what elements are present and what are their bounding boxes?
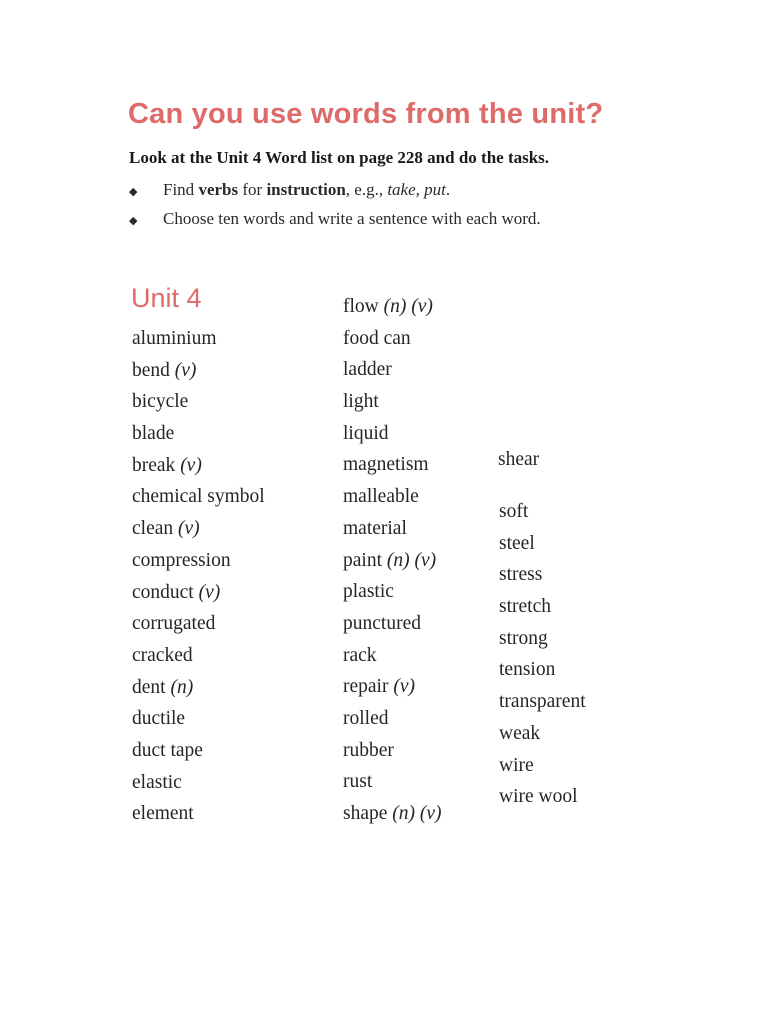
- word-text: wire: [499, 754, 534, 776]
- word-text: weak: [499, 722, 541, 744]
- part-of-speech: (v): [180, 454, 202, 476]
- word-list-item: [132, 513, 265, 545]
- word-list-item: [343, 640, 442, 672]
- word-text: dent: [132, 676, 171, 698]
- diamond-bullet-icon: ◆: [129, 215, 138, 227]
- task-text-mid: for: [238, 180, 267, 199]
- word-text: chemical symbol: [132, 486, 265, 508]
- part-of-speech: (n) (v): [386, 549, 437, 571]
- word-list-item: [343, 418, 442, 450]
- word-text: break: [132, 454, 181, 476]
- word-list-item: [132, 355, 265, 387]
- word-text: aluminium: [132, 328, 217, 349]
- word-list-item: [499, 623, 586, 655]
- word-list-item: [343, 323, 442, 355]
- word-list-item: [343, 545, 442, 577]
- diamond-bullet-icon: ◆: [129, 186, 138, 198]
- task-text-end: .: [445, 180, 451, 199]
- word-text: punctured: [343, 612, 421, 634]
- word-list-item: [499, 686, 586, 718]
- part-of-speech: (v): [393, 676, 415, 698]
- word-list-item: [343, 735, 442, 767]
- word-text: steel: [499, 532, 535, 554]
- word-text: wire wool: [499, 786, 578, 808]
- word-list-item: [132, 323, 265, 355]
- word-text: material: [343, 517, 407, 539]
- word-text: paint: [343, 549, 387, 571]
- word-list-item: [499, 750, 586, 782]
- word-list-item: [132, 418, 265, 450]
- word-text: flow: [343, 296, 384, 317]
- word-list-item: [343, 576, 442, 608]
- word-list-item: [132, 703, 265, 735]
- word-text: repair: [343, 676, 394, 698]
- word-text: plastic: [343, 581, 394, 603]
- word-text: ductile: [132, 708, 186, 730]
- word-column-3: [499, 496, 586, 813]
- word-text: bicycle: [132, 391, 189, 413]
- unit-title: Unit 4: [131, 283, 202, 313]
- word-list-item: [343, 703, 442, 735]
- word-text: stretch: [499, 596, 551, 618]
- task-text-example: take, put: [387, 180, 446, 199]
- word-text: duct tape: [132, 739, 203, 761]
- word-text: corrugated: [132, 613, 216, 635]
- word-list-item: [343, 386, 442, 418]
- word-list-item: [499, 781, 586, 813]
- word-list-item: [343, 354, 442, 386]
- word-list-item: [132, 735, 265, 767]
- word-list-item: [343, 766, 442, 798]
- word-list-item: [343, 449, 442, 481]
- word-text: elastic: [132, 771, 182, 793]
- word-list-item: [343, 608, 442, 640]
- word-list-item: [132, 481, 265, 513]
- word-list-item: [499, 559, 586, 591]
- word-column-1: [132, 323, 265, 830]
- word-text: bend: [132, 359, 175, 381]
- word-text: cracked: [132, 644, 193, 666]
- word-list-item: [343, 291, 442, 323]
- word-text: malleable: [343, 486, 419, 508]
- word-text: stress: [499, 564, 543, 586]
- part-of-speech: (v): [174, 359, 197, 381]
- word-list-item: [132, 386, 265, 418]
- task-text-pre: Find: [163, 180, 199, 199]
- section-heading: Can you use words from the unit?: [128, 98, 604, 130]
- word-text: rolled: [343, 707, 389, 729]
- word-list-item: [343, 798, 442, 830]
- word-text: magnetism: [343, 454, 429, 476]
- word-list-item: [499, 718, 586, 750]
- word-list-item: [499, 496, 586, 528]
- word-list-item: [132, 577, 265, 609]
- word-text: liquid: [343, 422, 389, 444]
- word-list-item: [132, 672, 265, 704]
- task-item: [129, 209, 541, 238]
- word-text: ladder: [343, 359, 392, 381]
- word-text: food can: [343, 327, 411, 349]
- word-column-2: [343, 291, 442, 830]
- word-list-item: [499, 591, 586, 623]
- task-text: Choose ten words and write a sentence with each word.: [163, 209, 541, 228]
- word-text: rack: [343, 644, 377, 666]
- word-text: rust: [343, 771, 373, 793]
- task-instruction: Look at the Unit 4 Word list on page 228 and do the tasks.: [129, 148, 550, 167]
- word-list-item: [132, 640, 265, 672]
- word-list-item: [343, 671, 442, 703]
- word-text: rubber: [343, 739, 394, 761]
- task-item: [129, 180, 541, 209]
- part-of-speech: (n) (v): [392, 803, 442, 824]
- word-list-item: [132, 545, 265, 577]
- word-text: shear: [498, 449, 540, 470]
- part-of-speech: (n) (v): [383, 296, 433, 317]
- word-list-item: [499, 654, 586, 686]
- word-text: transparent: [499, 691, 586, 713]
- word-column-3-top: [498, 444, 539, 476]
- word-text: shape: [343, 803, 393, 824]
- part-of-speech: (v): [198, 581, 221, 603]
- word-text: conduct: [132, 581, 199, 603]
- word-text: element: [132, 803, 194, 825]
- word-list-item: [132, 798, 265, 830]
- word-list-item: [132, 767, 265, 799]
- task-text-bold: instruction: [266, 180, 346, 199]
- word-text: tension: [499, 659, 556, 681]
- word-text: blade: [132, 423, 175, 445]
- word-list-item: [132, 450, 265, 482]
- word-text: compression: [132, 549, 231, 571]
- task-list: [129, 180, 541, 238]
- task-text-bold: verbs: [198, 180, 239, 199]
- word-text: soft: [499, 501, 529, 522]
- word-text: clean: [132, 518, 179, 540]
- word-text: strong: [499, 627, 548, 649]
- word-text: light: [343, 391, 379, 413]
- word-list-item: [498, 444, 539, 476]
- word-list-item: [499, 528, 586, 560]
- part-of-speech: (v): [178, 518, 200, 540]
- word-list-item: [343, 513, 442, 545]
- word-list-item: [132, 608, 265, 640]
- task-text-post: , e.g.,: [345, 180, 388, 199]
- word-list-item: [343, 481, 442, 513]
- part-of-speech: (n): [170, 676, 194, 698]
